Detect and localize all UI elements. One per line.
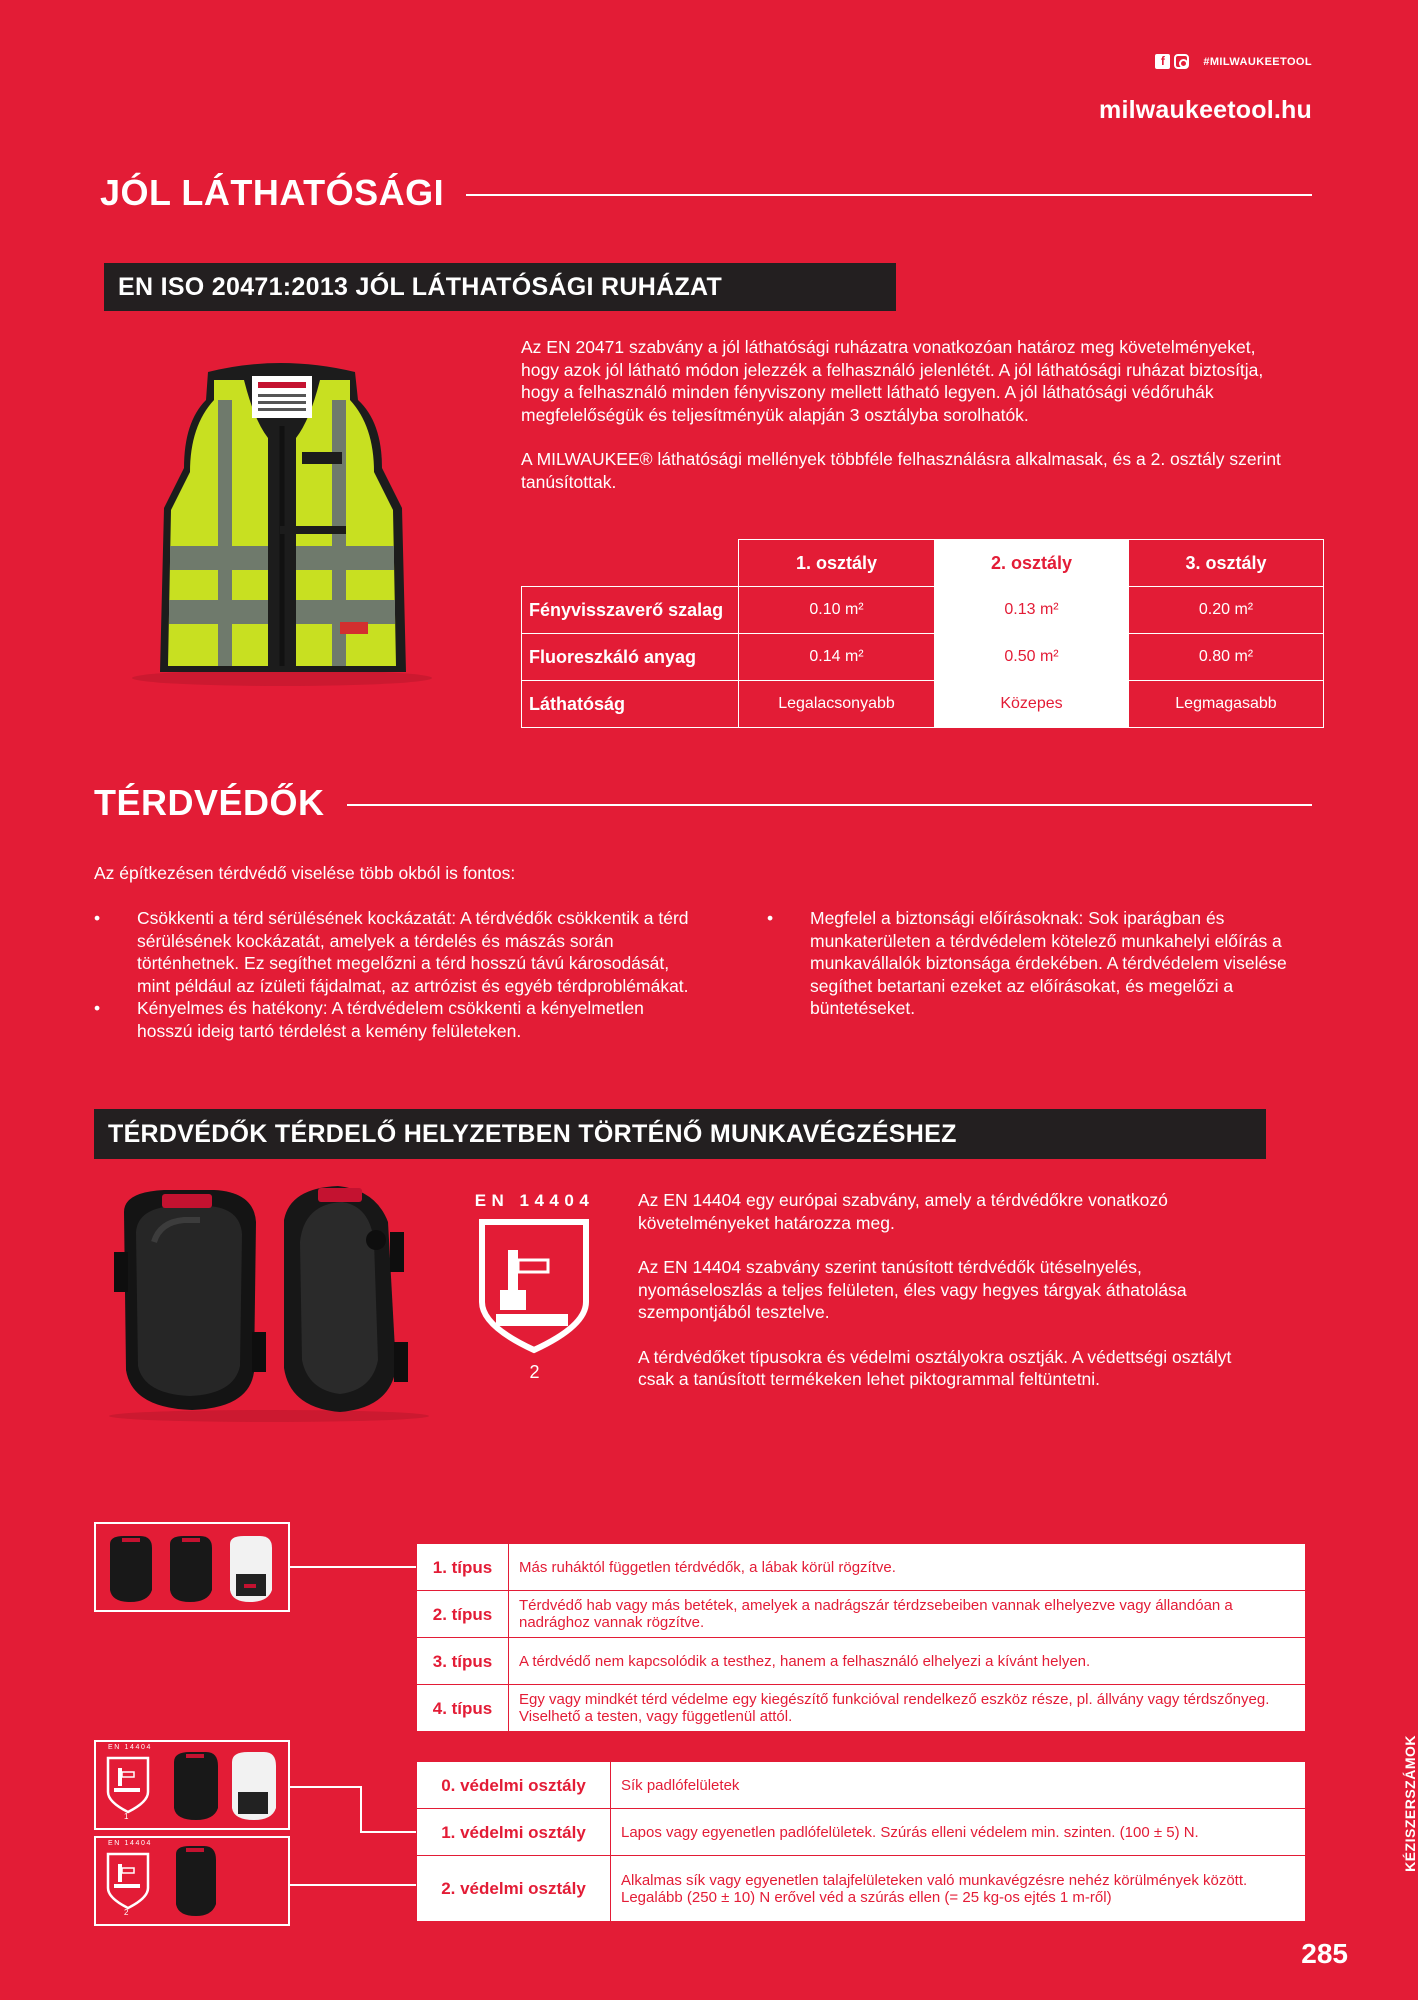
type-label: 2. típus (417, 1591, 509, 1638)
type-description: Más ruháktól független térdvédők, a lábak körül rögzítve. (509, 1544, 1306, 1591)
row-label: Fluoreszkáló anyag (522, 634, 739, 681)
en14404-paragraph: A térdvédőket típusokra és védelmi osztályokra osztják. A védettségi osztályt csak a tanúsított termékeken lehet piktogrammal feltüntetni. (638, 1346, 1232, 1389)
hi-vis-paragraph: Az EN 20471 szabvány a jól láthatósági ruházatra vonatkozóan határoz meg követelményeket, hogy azok jól látható módon jelezzék a felhasználó jelenlétét. A jól láthatósági ruházat biztosítja, hogy a felhasználó minden fényviszony mellett látható legyen. A jól láthatósági védőruhák megfelelőségük és teljesítményük alapján 3 osztályba sorolhatók. (521, 337, 1264, 425)
class-table-header (522, 540, 1324, 587)
thumb-standard-label: EN 14404 (108, 1744, 152, 1751)
protection-label: 0. védelmi osztály (417, 1762, 611, 1809)
hi-vis-description (521, 336, 1291, 493)
class-table-row (522, 587, 1324, 634)
hi-vis-vest-image (130, 360, 435, 685)
protection-thumbnail (94, 1740, 290, 1830)
protection-classes-table (416, 1761, 1306, 1922)
hashtag: #MILWAUKEETOOL (1203, 55, 1312, 68)
protection-label: 1. védelmi osztály (417, 1809, 611, 1856)
bullet-list-right (767, 907, 1327, 1020)
class-header: 1. osztály (739, 540, 935, 587)
connector-line (290, 1566, 416, 1568)
thumb-level: 2 (124, 1908, 129, 1917)
hi-vis-standard-bar: EN ISO 20471:2013 JÓL LÁTHATÓSÁGI RUHÁZAT (104, 263, 896, 311)
type-label: 1. típus (417, 1544, 509, 1591)
page-number: 285 (1301, 1938, 1348, 1969)
thumb-standard-label: EN 14404 (108, 1840, 152, 1847)
type-label: 3. típus (417, 1638, 509, 1685)
types-table (416, 1543, 1306, 1732)
badge-standard-label: EN 14404 (474, 1191, 595, 1210)
type-row (417, 1544, 1306, 1591)
type-row (417, 1685, 1306, 1732)
protection-description: Lapos vagy egyenetlen padlófelületek. Szúrás elleni védelem min. szinten. (100 ± 5) N. (611, 1809, 1306, 1856)
type-thumbnail (94, 1522, 290, 1612)
empty-cell (522, 540, 739, 587)
en14404-paragraph: Az EN 14404 szabvány szerint tanúsított térdvédők ütéselnyelés, nyomáseloszlás a teljes felületen, éles vagy hegyes tárgyak áthatolása szempontjából tesztelve. (638, 1257, 1187, 1322)
table-cell: 0.10 m² (739, 587, 935, 634)
badge-level: 2 (529, 1362, 540, 1382)
side-category-label: KÉZISZERSZÁMOK (1402, 1735, 1418, 1872)
section-title-text: JÓL LÁTHATÓSÁGI (100, 172, 445, 213)
class-table (521, 539, 1324, 728)
type-label: 4. típus (417, 1685, 509, 1732)
kneeling-work-bar: TÉRDVÉDŐK TÉRDELŐ HELYZETBEN TÖRTÉNŐ MUNKAVÉGZÉSHEZ (94, 1109, 1266, 1159)
protection-row (417, 1809, 1306, 1856)
class-table-row (522, 681, 1324, 728)
bullet-item: • Kényelmes és hatékony: A térdvédelem csökkenti a kényelmetlen hosszú ideig tartó térdelést a kemény felületeken. (94, 997, 694, 1042)
protection-description: Alkalmas sík vagy egyenetlen talajfelületeken való munkavégzésre nehéz körülmények között. Legalább (250 ± 10) N erővel véd a szúrás ellen (= 25 kg-os ejtés 1 m-ről) (611, 1856, 1306, 1922)
connector-line (360, 1831, 416, 1833)
table-cell: Legalacsonyabb (739, 681, 935, 728)
table-cell: 0.13 m² (935, 587, 1129, 634)
instagram-icon[interactable] (1174, 54, 1189, 69)
section-title-text: TÉRDVÉDŐK (94, 782, 325, 823)
row-label: Fényvisszaverő szalag (522, 587, 739, 634)
social-links (1155, 54, 1312, 69)
en14404-paragraph: Az EN 14404 egy európai szabvány, amely a térdvédőkre vonatkozó követelményeket határozza meg. (638, 1190, 1168, 1233)
table-cell: Legmagasabb (1129, 681, 1324, 728)
thumb-level: 1 (124, 1812, 129, 1821)
table-cell: 0.20 m² (1129, 587, 1324, 634)
knee-pads-image (104, 1182, 434, 1422)
section-title-hi-vis (100, 172, 1312, 214)
bullet-list-left (94, 907, 694, 1042)
connector-line (290, 1786, 362, 1788)
class-header: 2. osztály (935, 540, 1129, 587)
connector-line (290, 1884, 416, 1886)
en14404-description (638, 1189, 1258, 1391)
table-cell: 0.50 m² (935, 634, 1129, 681)
hi-vis-paragraph: A MILWAUKEE® láthatósági mellények többféle felhasználásra alkalmasak, és a 2. osztály szerint tanúsítottak. (521, 449, 1281, 492)
connector-line (360, 1786, 362, 1833)
type-description: Egy vagy mindkét térd védelme egy kiegészítő funkcióval rendelkező eszköz része, pl. állvány vagy térdszőnyeg. Viselhető a testen, vagy függetlenül attól. (509, 1685, 1306, 1732)
protection-row (417, 1762, 1306, 1809)
section-title-knee-pads (94, 782, 1312, 824)
protection-thumbnail (94, 1836, 290, 1926)
class-table-row (522, 634, 1324, 681)
class-header: 3. osztály (1129, 540, 1324, 587)
en14404-shield-icon (476, 1216, 592, 1356)
title-rule (466, 194, 1312, 196)
table-cell: Közepes (935, 681, 1129, 728)
row-label: Láthatóság (522, 681, 739, 728)
bullet-item: • Megfelel a biztonsági előírásoknak: Sok iparágban és munkaterületen a térdvédelem kötelező munkahelyi előírás a munkavállalók biztonsága érdekében. A térdvédelem viselése segíthet betartani ezeket az előírásokat, és megelőzi a büntetéseket. (767, 907, 1327, 1020)
bullet-item: • Csökkenti a térd sérülésének kockázatát: A térdvédők csökkentik a térd sérülésének kockázatát, amelyek a térdelés és mászás során történhetnek. Ez segíthet megelőzni a térd hosszú távú károsodását, mint például az ízületi fájdalmat, az artrózist és egyéb térdproblémákat. (94, 907, 694, 997)
type-row (417, 1638, 1306, 1685)
type-description: Térdvédő hab vagy más betétek, amelyek a nadrágszár térdzsebeiben vannak elhelyezve vagy állandóan a nadrághoz vannak rögzítve. (509, 1591, 1306, 1638)
table-cell: 0.14 m² (739, 634, 935, 681)
facebook-icon[interactable]: f (1155, 54, 1170, 69)
table-cell: 0.80 m² (1129, 634, 1324, 681)
protection-description: Sík padlófelületek (611, 1762, 1306, 1809)
type-row (417, 1591, 1306, 1638)
protection-label: 2. védelmi osztály (417, 1856, 611, 1922)
site-url[interactable]: milwaukeetool.hu (1099, 96, 1312, 124)
type-description: A térdvédő nem kapcsolódik a testhez, hanem a felhasználó elhelyezi a kívánt helyen. (509, 1638, 1306, 1685)
protection-row (417, 1856, 1306, 1922)
title-rule (347, 804, 1312, 806)
knee-pads-intro: Az építkezésen térdvédő viselése több okból is fontos: (94, 863, 516, 883)
